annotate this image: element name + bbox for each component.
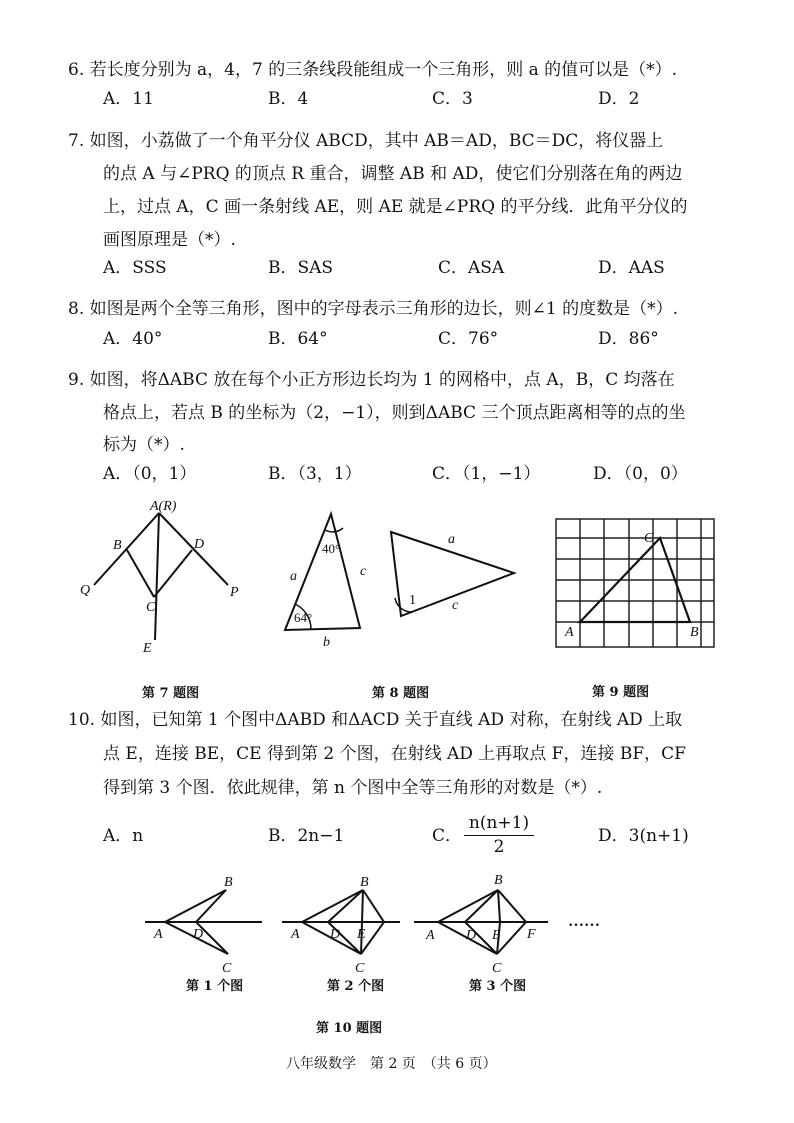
fig9-label-a: A bbox=[565, 625, 574, 640]
q8-option-b: B．64° bbox=[268, 329, 328, 349]
q7-line-2: 的点 A 与∠PRQ 的顶点 R 重合，调整 AB 和 AD，使它们分别落在角的两边 bbox=[103, 164, 683, 184]
q10-option-b: B．2n−1 bbox=[268, 826, 345, 846]
q9-option-a: A．（0，1） bbox=[103, 464, 197, 484]
q9-line-3: 标为（*）. bbox=[103, 435, 185, 455]
fig7-label-a: A(R) bbox=[150, 499, 177, 514]
fig10-caption-2: 第 2 个图 bbox=[327, 979, 385, 994]
fig9-label-b: B bbox=[690, 625, 699, 640]
q10-option-c-denominator: 2 bbox=[493, 837, 505, 857]
fig10-3-label-e: E bbox=[492, 928, 501, 943]
fig7-label-e: E bbox=[143, 641, 152, 656]
q6-option-c: C．3 bbox=[432, 89, 473, 109]
fig9-caption: 第 9 题图 bbox=[592, 685, 650, 700]
q7-line-1: 7. 如图，小荔做了一个角平分仪 ABCD，其中 AB＝AD，BC＝DC，将仪器上 bbox=[68, 131, 664, 151]
fig8-label-c: c bbox=[360, 564, 367, 579]
fig10-2-label-a: A bbox=[291, 927, 300, 942]
fig10-3-label-d: D bbox=[466, 928, 477, 943]
fig10-2-label-b: B bbox=[360, 875, 369, 890]
q7-line-4: 画图原理是（*）. bbox=[103, 230, 236, 250]
fig10-3-label-c: C bbox=[492, 961, 502, 976]
fig8-label-40: 40° bbox=[322, 541, 341, 556]
fig10-caption-1: 第 1 个图 bbox=[186, 979, 244, 994]
q9-line-1: 9. 如图，将ΔABC 放在每个小正方形边长均为 1 的网格中，点 A，B，C 均落在 bbox=[68, 370, 675, 390]
fig7-label-q: Q bbox=[80, 583, 91, 598]
q9-option-c: C．（1，−1） bbox=[432, 464, 541, 484]
fig10-1-label-c: C bbox=[222, 961, 232, 976]
q10-option-c-prefix: C． bbox=[432, 826, 463, 846]
q9-option-b: B．（3，1） bbox=[268, 464, 362, 484]
fig8-label-1: 1 bbox=[409, 593, 416, 608]
fig7-label-p: P bbox=[230, 585, 239, 600]
q10-line-3: 得到第 3 个图．依此规律，第 n 个图中全等三角形的对数是（*）. bbox=[103, 778, 603, 798]
q6-option-a: A．11 bbox=[103, 89, 154, 109]
fig8-caption: 第 8 题图 bbox=[372, 686, 430, 701]
q8-text: 8. 如图是两个全等三角形，图中的字母表示三角形的边长，则∠1 的度数是（*）. bbox=[68, 299, 678, 319]
fig10-3-label-a: A bbox=[426, 928, 435, 943]
q10-line-1: 10. 如图，已知第 1 个图中ΔABD 和ΔACD 关于直线 AD 对称，在射线 AD 上取 bbox=[68, 710, 683, 730]
fig9-label-c: C bbox=[644, 531, 654, 546]
q9-option-d: D．（0，0） bbox=[593, 464, 688, 484]
q7-option-a: A．SSS bbox=[103, 258, 167, 278]
page-footer: 八年级数学 第 2 页 （共 6 页） bbox=[286, 1056, 497, 1072]
fig8-label-64: 64° bbox=[294, 610, 313, 625]
q10-option-d: D．3(n+1) bbox=[598, 826, 689, 846]
fig10-caption-3: 第 3 个图 bbox=[469, 979, 527, 994]
q8-option-d: D．86° bbox=[598, 329, 659, 349]
q6-text: 6. 若长度分别为 a，4，7 的三条线段能组成一个三角形，则 a 的值可以是（*）. bbox=[68, 60, 678, 80]
fig8-label-c2: c bbox=[452, 598, 459, 613]
q7-option-b: B．SAS bbox=[268, 258, 334, 278]
fig10-2-label-d: D bbox=[330, 927, 341, 942]
fig8-label-b: b bbox=[323, 635, 330, 650]
q10-option-c-numerator: n(n+1) bbox=[468, 813, 530, 833]
q9-line-2: 格点上，若点 B 的坐标为（2，−1），则到ΔABC 三个顶点距离相等的点的坐 bbox=[103, 403, 686, 423]
fig10-3-label-b: B bbox=[494, 873, 503, 888]
fig10-dots: …… bbox=[568, 913, 600, 930]
fig10-caption: 第 10 题图 bbox=[316, 1021, 383, 1036]
fig10-1-label-d: D bbox=[193, 927, 204, 942]
fig8-label-a: a bbox=[290, 569, 297, 584]
fig7-label-c: C bbox=[146, 600, 156, 615]
q7-option-d: D．AAS bbox=[598, 258, 665, 278]
fig8-label-a2: a bbox=[448, 532, 455, 547]
fig7-label-d: D bbox=[194, 537, 205, 552]
fig10-2-label-e: E bbox=[357, 927, 366, 942]
q7-line-3: 上，过点 A，C 画一条射线 AE，则 AE 就是∠PRQ 的平分线．此角平分仪的 bbox=[103, 197, 688, 217]
q6-option-b: B．4 bbox=[268, 89, 309, 109]
q7-option-c: C．ASA bbox=[438, 258, 505, 278]
q8-option-c: C．76° bbox=[438, 329, 499, 349]
q10-line-2: 点 E，连接 BE，CE 得到第 2 个图，在射线 AD 上再取点 F，连接 BF，CF bbox=[103, 744, 686, 764]
fig10-1-label-a: A bbox=[154, 927, 163, 942]
fig7-label-b: B bbox=[113, 538, 122, 553]
fig10-3-label-f: F bbox=[527, 927, 536, 942]
q8-option-a: A．40° bbox=[103, 329, 163, 349]
fig7-caption: 第 7 题图 bbox=[142, 686, 200, 701]
q10-option-a: A．n bbox=[103, 826, 144, 846]
fig10-2-label-c: C bbox=[355, 961, 365, 976]
fig10-1-label-b: B bbox=[224, 875, 233, 890]
q6-option-d: D．2 bbox=[598, 89, 640, 109]
